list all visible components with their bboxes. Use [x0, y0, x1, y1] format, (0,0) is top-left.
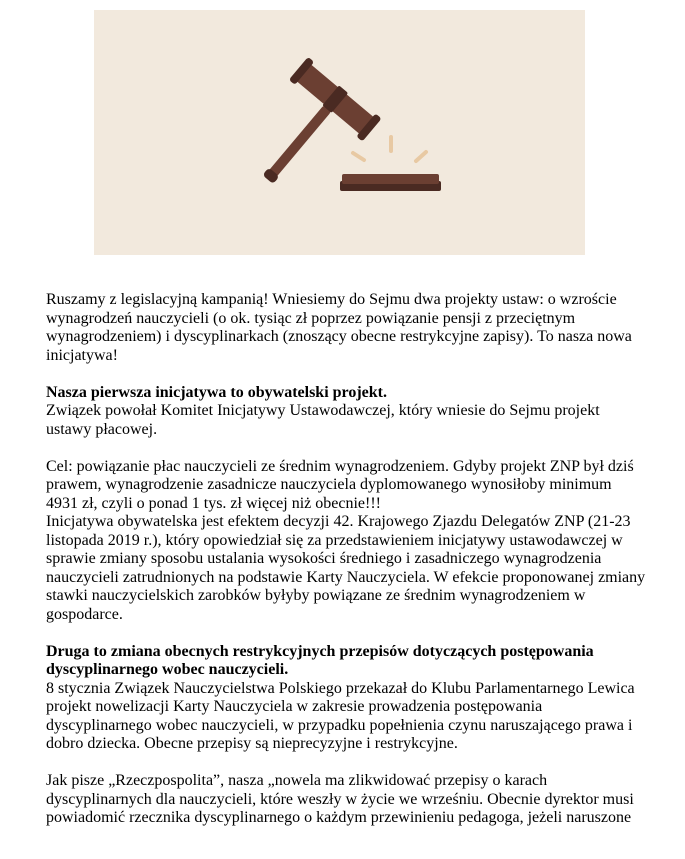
- section-1-text: Związek powołał Komitet Inicjatywy Ustawodawczej, który wniesie do Sejmu projekt ustawy płacowej.: [46, 402, 600, 438]
- paragraph-quote: Jak pisze „Rzeczpospolita”, nasza „nowela ma zlikwidować przepisy o karach dyscyplinarnych dla nauczycieli, które weszły w życie we wrześniu. Obecnie dyrektor musi powiadomić rzecznika dyscyplinarnego o każdym przewinieniu pedagoga, jeżeli naruszone: [46, 772, 634, 826]
- paragraph-decision-text: Inicjatywa obywatelska jest efektem decyzji 42. Krajowego Zjazdu Delegatów ZNP (21-23 listopada 2019 r.), który opowiedział się za przedstawieniem inicjatywy ustawodawczej w sprawie zmiany sposobu ustalania wysokości średniego i zasadniczego wynagrodzenia nauczycieli zatrudnionych na podstawie Karty Nauczyciela. W efekcie proponowanej zmiany stawki nauczycielskich zarobków byłyby powiązane ze średnim wynagrodzeniem w gospodarce.: [46, 513, 646, 623]
- section-2: [46, 643, 646, 754]
- paragraph-goal: [46, 458, 646, 625]
- section-1: [46, 384, 646, 440]
- paragraph-intro: Ruszamy z legislacyjną kampanią! Wniesiemy do Sejmu dwa projekty ustaw: o wzroście wynagrodzeń nauczycieli (o ok. tysiąc zł poprzez powiązanie pensji z przeciętnym wynagrodzeniem) i dyscyplinarkach (znoszący obecne restrykcyjne zapisy). To nasza nowa inicjatywa!: [46, 291, 632, 364]
- paragraph-goal-text: Cel: powiązanie płac nauczycieli ze średnim wynagrodzeniem. Gdyby projekt ZNP był dziś prawem, wynagrodzenie zasadnicze nauczyciela dyplomowanego wynosiłoby minimum 4931 zł, czyli o ponad 1 tys. zł więcej niż obecnie!!!: [46, 457, 634, 512]
- article-body: [46, 291, 646, 846]
- gavel-icon: [94, 10, 585, 255]
- hero-image: [94, 10, 585, 255]
- section-1-heading: Nasza pierwsza inicjatywa to obywatelski projekt.: [46, 383, 388, 401]
- section-2-text: 8 stycznia Związek Nauczycielstwa Polskiego przekazał do Klubu Parlamentarnego Lewica projekt nowelizacji Karty Nauczyciela w zakresie prowadzenia postępowania dyscyplinarnego wobec nauczycieli, w przypadku popełnienia czynu naruszającego prawa i dobro dziecka. Obecne przepisy są nieprecyzyjne i restrykcyjne.: [46, 679, 635, 752]
- section-2-heading: Druga to zmiana obecnych restrykcyjnych przepisów dotyczących postępowania dyscyplinarnego wobec nauczycieli.: [46, 642, 594, 678]
